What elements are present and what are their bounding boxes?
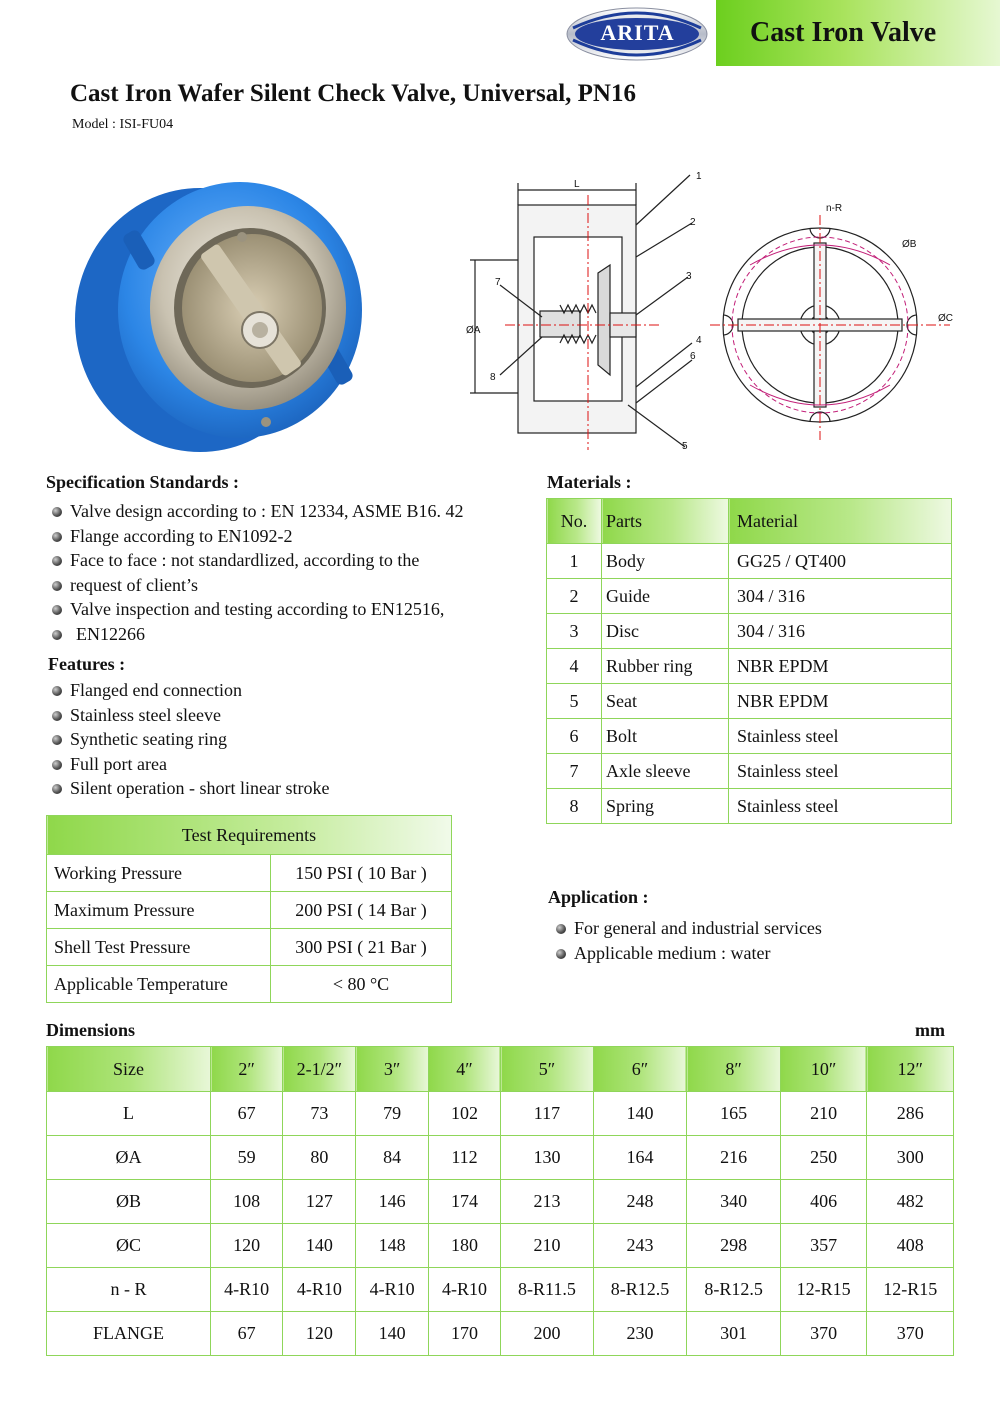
dimension-value: 243 [593,1224,687,1268]
col-header-no: No. [547,499,602,544]
test-value: 300 PSI ( 21 Bar ) [271,929,452,966]
dimension-value: 12-R15 [867,1268,954,1312]
dimension-value: 301 [687,1312,781,1356]
arita-logo [565,6,710,62]
feature-item: Full port area [46,752,329,777]
size-column-header: 2″ [211,1047,283,1092]
material-value: Stainless steel [729,789,952,824]
category-banner: Cast Iron Valve [716,0,1000,66]
dimensions-unit: mm [915,1020,945,1040]
dimension-label: n - R [47,1268,211,1312]
dimension-value: 230 [593,1312,687,1356]
dimension-label: FLANGE [47,1312,211,1356]
dimension-value: 165 [687,1092,781,1136]
dimension-label: L [47,1092,211,1136]
feature-item: Flanged end connection [46,678,329,703]
dimension-value: 340 [687,1180,781,1224]
size-column-header: 6″ [593,1047,687,1092]
size-column-header: 4″ [428,1047,500,1092]
material-part: Spring [602,789,729,824]
dimension-row [47,1224,954,1268]
valve-photo-image [70,170,400,455]
dimension-value: 4-R10 [356,1268,428,1312]
test-value: 150 PSI ( 10 Bar ) [271,855,452,892]
dimension-value: 4-R10 [211,1268,283,1312]
dimension-value: 213 [501,1180,594,1224]
dimension-row [47,1312,954,1356]
spec-item: Flange according to EN1092-2 [46,524,463,549]
spec-item-cont: EN12266 [46,622,463,647]
product-photo [70,170,400,455]
dimension-value: 210 [501,1224,594,1268]
dimension-value: 300 [867,1136,954,1180]
dimension-value: 4-R10 [283,1268,356,1312]
dimension-value: 8-R12.5 [593,1268,687,1312]
spec-list [46,499,463,646]
test-value: 200 PSI ( 14 Bar ) [271,892,452,929]
material-value: GG25 / QT400 [729,544,952,579]
test-label: Shell Test Pressure [47,929,271,966]
feature-item: Stainless steel sleeve [46,703,329,728]
size-column-header: 10″ [780,1047,867,1092]
dimension-value: 12-R15 [780,1268,867,1312]
material-part: Body [602,544,729,579]
dimension-value: 73 [283,1092,356,1136]
dimension-label: ØA [47,1136,211,1180]
dimension-value: 170 [428,1312,500,1356]
material-no: 8 [547,789,602,824]
dimension-value: 67 [211,1312,283,1356]
material-value: NBR EPDM [729,649,952,684]
dimension-value: 357 [780,1224,867,1268]
dimension-value: 120 [283,1312,356,1356]
material-value: NBR EPDM [729,684,952,719]
dimension-value: 59 [211,1136,283,1180]
dimension-value: 102 [428,1092,500,1136]
test-row [47,966,452,1003]
materials-table [546,498,952,824]
dimension-value: 408 [867,1224,954,1268]
dimension-value: 200 [501,1312,594,1356]
material-part: Disc [602,614,729,649]
dimension-value: 216 [687,1136,781,1180]
material-value: 304 / 316 [729,579,952,614]
size-column-header: 3″ [356,1047,428,1092]
test-requirements-table [46,815,452,1003]
test-row [47,892,452,929]
dimension-value: 140 [283,1224,356,1268]
dimension-value: 250 [780,1136,867,1180]
dimension-value: 67 [211,1092,283,1136]
dimension-value: 8-R11.5 [501,1268,594,1312]
materials-row [547,789,952,824]
dimension-value: 248 [593,1180,687,1224]
dimension-value: 117 [501,1092,594,1136]
model-number: Model : ISI-FU04 [72,117,174,132]
materials-row [547,754,952,789]
technical-drawing [460,165,960,460]
dimensions-heading: Dimensions [46,1020,136,1040]
dimension-value: 174 [428,1180,500,1224]
dimension-value: 140 [593,1092,687,1136]
test-label: Working Pressure [47,855,271,892]
material-part: Bolt [602,719,729,754]
application-item: Applicable medium : water [550,941,822,966]
size-column-header: 12″ [867,1047,954,1092]
materials-header-row [547,499,952,544]
material-part: Seat [602,684,729,719]
application-list [550,916,822,965]
material-value: Stainless steel [729,719,952,754]
dimension-value: 112 [428,1136,500,1180]
size-column-header: 8″ [687,1047,781,1092]
material-no: 6 [547,719,602,754]
dimension-value: 84 [356,1136,428,1180]
callout-8: 8 [490,372,496,383]
test-label: Applicable Temperature [47,966,271,1003]
dimension-value: 108 [211,1180,283,1224]
material-part: Axle sleeve [602,754,729,789]
materials-row [547,684,952,719]
dimension-value: 370 [780,1312,867,1356]
dimensions-table [46,1046,954,1356]
material-no: 3 [547,614,602,649]
callout-6: 6 [690,351,696,362]
spec-item: Valve design according to : EN 12334, ASME B16. 42 [46,499,463,524]
size-header: Size [47,1047,211,1092]
dimension-row [47,1092,954,1136]
size-column-header: 5″ [501,1047,594,1092]
application-item: For general and industrial services [550,916,822,941]
dimension-value: 4-R10 [428,1268,500,1312]
dimensions-header-row [47,1047,954,1092]
callout-3: 3 [686,271,692,282]
dim-A-label: ØA [466,325,481,336]
cross-section-drawing [460,165,960,460]
dimension-value: 8-R12.5 [687,1268,781,1312]
spec-item-cont: request of client’s [46,573,463,598]
dimension-value: 120 [211,1224,283,1268]
callout-7: 7 [495,277,501,288]
dimension-label: ØB [47,1180,211,1224]
material-no: 2 [547,579,602,614]
material-no: 7 [547,754,602,789]
test-label: Maximum Pressure [47,892,271,929]
callout-2: 2 [690,217,696,228]
dimension-value: 180 [428,1224,500,1268]
dimension-value: 148 [356,1224,428,1268]
feature-item: Synthetic seating ring [46,727,329,752]
material-part: Guide [602,579,729,614]
feature-item: Silent operation - short linear stroke [46,776,329,801]
materials-row [547,614,952,649]
dimension-value: 298 [687,1224,781,1268]
dimension-row [47,1180,954,1224]
col-header-parts: Parts [602,499,729,544]
materials-row [547,544,952,579]
test-heading: Test Requirements [47,816,452,855]
spec-heading: Specification Standards : [46,472,240,492]
callout-1: 1 [696,171,702,182]
materials-row [547,649,952,684]
callout-5: 5 [682,441,688,452]
materials-row [547,579,952,614]
material-no: 1 [547,544,602,579]
dimension-label: ØC [47,1224,211,1268]
features-heading: Features : [48,654,126,674]
material-no: 4 [547,649,602,684]
application-heading: Application : [548,887,649,907]
logo-text: ARITA [600,20,675,45]
dimension-value: 210 [780,1092,867,1136]
dim-L-label: L [574,179,580,190]
material-value: 304 / 316 [729,614,952,649]
dimension-row [47,1268,954,1312]
dimension-value: 146 [356,1180,428,1224]
features-list [46,678,329,801]
dimension-row [47,1136,954,1180]
material-value: Stainless steel [729,754,952,789]
callout-4: 4 [696,335,702,346]
dim-C-label: ØC [938,313,953,324]
material-no: 5 [547,684,602,719]
test-row [47,929,452,966]
dimension-value: 286 [867,1092,954,1136]
dimension-value: 127 [283,1180,356,1224]
dimension-value: 130 [501,1136,594,1180]
dimension-value: 140 [356,1312,428,1356]
materials-row [547,719,952,754]
test-row [47,855,452,892]
col-header-material: Material [729,499,952,544]
spec-item: Valve inspection and testing according to EN12516, [46,597,463,622]
dimension-value: 406 [780,1180,867,1224]
dim-nR-label: n-R [826,203,843,214]
dimension-value: 164 [593,1136,687,1180]
page-title: Cast Iron Wafer Silent Check Valve, Universal, PN16 [70,80,636,107]
dim-B-label: ØB [902,239,917,250]
test-header-row [47,816,452,855]
test-value: < 80 °C [271,966,452,1003]
materials-heading: Materials : [547,472,632,492]
spec-item: Face to face : not standardlized, according to the [46,548,463,573]
dimension-value: 482 [867,1180,954,1224]
dimension-value: 370 [867,1312,954,1356]
size-column-header: 2-1/2″ [283,1047,356,1092]
dimension-value: 79 [356,1092,428,1136]
dimension-value: 80 [283,1136,356,1180]
material-part: Rubber ring [602,649,729,684]
